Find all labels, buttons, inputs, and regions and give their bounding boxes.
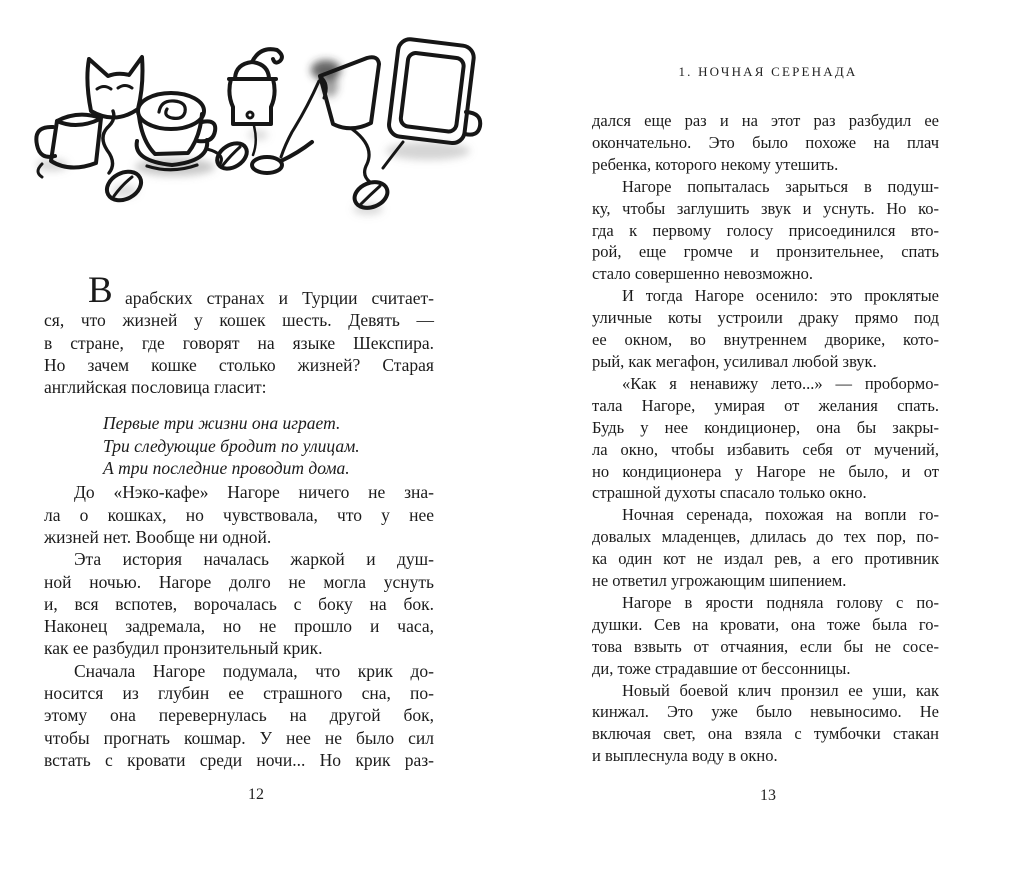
text-line (44, 270, 434, 311)
verse-quote (103, 412, 434, 479)
coffee-grinder-drawing (229, 49, 282, 155)
text-line: ла о кошках, но чувствовала, что у нее (44, 504, 434, 525)
text-line: тала Нагоре, умирая от желания спать. (592, 395, 939, 415)
page-number-left: 12 (248, 786, 264, 803)
text-line: ди, тоже страдавшие от бессонницы. (592, 658, 851, 678)
cat-and-coffee-line-drawing-illustration (30, 14, 518, 238)
paragraph (44, 660, 434, 771)
text-line: но кондиционера у Нагоре не было, и от (592, 461, 939, 481)
text-line: Будь у нее кондиционер, она бы закры- (592, 417, 939, 437)
text-line: ка один кот не издал рев, а его противник (592, 549, 939, 569)
raised-initial-letter: В (88, 270, 114, 311)
text-line: ее окном, во внутреннем дворике, кото- (592, 330, 939, 350)
text-line: Нагоре в ярости подняла голову с по- (622, 592, 939, 612)
text-line: и выплеснула воду в окно. (592, 746, 778, 766)
text-line: рый, как мегафон, усиливал любой звук. (592, 351, 877, 371)
text-line: гда к первому голосу присоединился вто- (592, 220, 939, 240)
text-line: И тогда Нагоре осенило: это проклятые (622, 286, 939, 306)
illustration-svg (30, 14, 518, 238)
paragraph (592, 680, 939, 768)
chapter-running-header: 1. НОЧНАЯ СЕРЕНАДА (678, 64, 858, 79)
text-line: окончательно. Это было похоже на плач (592, 132, 939, 152)
text-line: ку, чтобы заглушить звук и уснуть. Но ко- (592, 198, 939, 218)
text-line: уличные коты устроили драку прямо под (592, 308, 939, 328)
text-line: Эта история началась жаркой и душ- (74, 549, 434, 570)
text-line: как ее разбудил пронзительный крик. (44, 638, 323, 659)
text-line: Первые три жизни она играет. (103, 413, 341, 434)
text-line: кинжал. Это уже было невыносимо. Не (592, 702, 939, 722)
paragraph (44, 270, 434, 398)
text-line: Три следующие бродит по улицам. (103, 435, 360, 456)
right-page (512, 0, 1024, 890)
text-line: Ночная серенада, похожая на вопли го- (622, 505, 939, 525)
text-line: ся, что жизней у кошек шесть. Девять — (44, 310, 434, 331)
text-line: До «Нэко-кафе» Нагоре ничего не зна- (74, 482, 434, 503)
text-line-content: арабских странах и Турции считает- (125, 288, 434, 308)
paragraph (592, 504, 939, 592)
paragraph (44, 548, 434, 659)
text-line: и, вся вспотев, ворочалась с боку на бок. (44, 593, 434, 614)
paragraph (592, 110, 939, 176)
text-line: Сначала Нагоре подумала, что крик до- (74, 660, 434, 681)
text-line: ла окно, чтобы избавить себя от мучений, (592, 439, 939, 459)
text-line: ной ночью. Нагоре долго не могла уснуть (44, 571, 434, 592)
text-line: Новый боевой клич пронзил ее уши, как (622, 680, 939, 700)
text-line: жизней нет. Вообще ни одной. (44, 526, 272, 547)
text-line: Нагоре попыталась зарыться в подуш- (622, 176, 939, 196)
text-line: Наконец задремала, но не прошло и часа, (44, 616, 434, 637)
paragraph (592, 592, 939, 680)
paragraph (44, 481, 434, 548)
text-line: этому она перевернулась на другой бок, (44, 705, 434, 726)
right-page-text (592, 110, 939, 767)
text-line: довалых младенцев, длилась до тех пор, по- (592, 527, 939, 547)
text-line: включая свет, она взяла с тумбочки стакан (592, 724, 939, 744)
text-line: в стране, где говорят на языке Шекспира. (44, 332, 434, 353)
paragraph (592, 373, 939, 504)
text-line: А три последние проводит дома. (103, 458, 350, 479)
text-line: чтобы прогнать кошмар. У нее не было сил (44, 727, 434, 748)
text-line: Но зачем кошке столько жизней? Старая (44, 354, 434, 375)
text-line: страшной духоты спасало только окно. (592, 483, 867, 503)
text-line: не ответил угрожающим шипением. (592, 571, 847, 591)
text-line: носится из глубин ее страшного сна, по- (44, 683, 434, 704)
left-page-text (44, 270, 434, 771)
paragraph (592, 176, 939, 286)
page-number-right: 13 (760, 787, 776, 804)
text-line: дался еще раз и на этот раз разбудил ее (592, 111, 939, 130)
text-line: ребенка, которого некому утешить. (592, 154, 839, 174)
text-line: «Как я ненавижу лето...» — пробормо- (622, 373, 939, 393)
paragraph (592, 285, 939, 373)
text-line: душки. Сев на кровати, она тоже была го- (592, 614, 939, 634)
text-line: английская пословица гласит: (44, 377, 267, 398)
text-line: това взвыть от отчаяния, если бы не сосе- (592, 636, 939, 656)
text-line: рой, еще громче и пронзительнее, спать (592, 242, 939, 262)
text-line: встать с кровати среди ночи... Но крик раз- (44, 749, 434, 770)
text-line: стало совершенно невозможно. (592, 264, 813, 284)
